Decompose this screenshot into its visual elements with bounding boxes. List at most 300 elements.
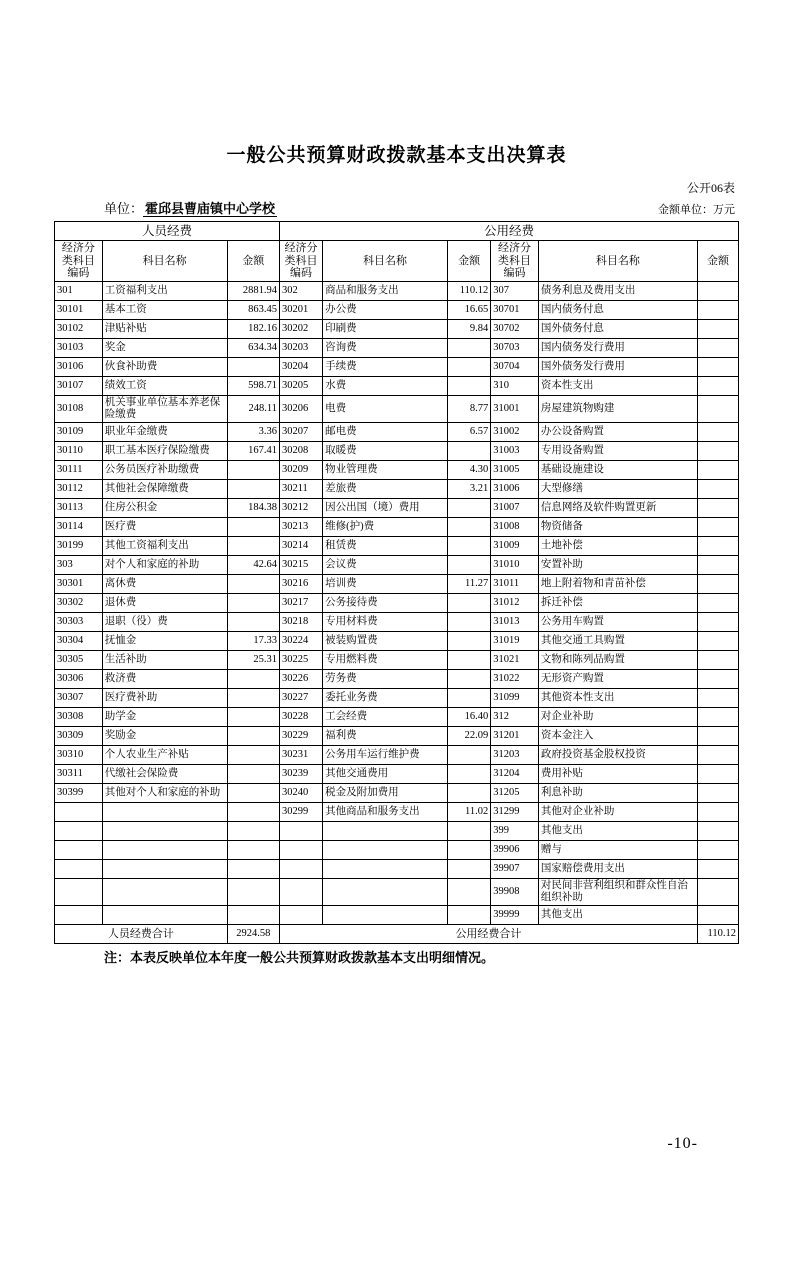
form-code: 公开06表 bbox=[686, 181, 735, 195]
group-header-public: 公用经费 bbox=[279, 222, 738, 241]
col-header-name-2: 科目名称 bbox=[323, 241, 448, 282]
row-name-personnel bbox=[102, 803, 227, 822]
row-name-public-a: 专用燃料费 bbox=[323, 651, 448, 670]
row-name-public-b: 土地补偿 bbox=[538, 537, 697, 556]
row-name-public-b: 信息网络及软件购置更新 bbox=[538, 499, 697, 518]
row-name-personnel: 其他社会保障缴费 bbox=[102, 480, 227, 499]
row-name-personnel: 离休费 bbox=[102, 575, 227, 594]
row-name-personnel: 代缴社会保险费 bbox=[102, 765, 227, 784]
table-row bbox=[55, 651, 739, 670]
table-row bbox=[55, 906, 739, 925]
row-amount-public-a: 4.30 bbox=[448, 461, 491, 480]
row-code-public-a: 30206 bbox=[279, 395, 322, 422]
row-amount-public-a bbox=[448, 651, 491, 670]
row-name-personnel bbox=[102, 860, 227, 879]
row-name-public-a: 邮电费 bbox=[323, 423, 448, 442]
row-amount-personnel bbox=[227, 879, 279, 906]
row-code-public-b: 31008 bbox=[491, 518, 539, 537]
table-foot bbox=[55, 925, 739, 944]
col-header-code-2: 经济分类科目编码 bbox=[279, 241, 322, 282]
row-amount-public-b bbox=[697, 803, 738, 822]
row-amount-public-a: 6.57 bbox=[448, 423, 491, 442]
row-amount-personnel bbox=[227, 708, 279, 727]
row-code-public-a: 302 bbox=[279, 281, 322, 300]
row-name-public-a: 因公出国（境）费用 bbox=[323, 499, 448, 518]
row-code-personnel: 301 bbox=[55, 281, 103, 300]
row-code-personnel bbox=[55, 803, 103, 822]
row-name-public-a: 专用材料费 bbox=[323, 613, 448, 632]
row-amount-public-a bbox=[448, 822, 491, 841]
row-name-personnel: 基本工资 bbox=[102, 300, 227, 319]
table-row bbox=[55, 708, 739, 727]
table-row bbox=[55, 480, 739, 499]
row-code-personnel bbox=[55, 860, 103, 879]
row-code-public-b: 31006 bbox=[491, 480, 539, 499]
table-head bbox=[55, 222, 739, 282]
row-code-public-a: 30224 bbox=[279, 632, 322, 651]
row-name-public-a: 物业管理费 bbox=[323, 461, 448, 480]
unit-label: 单位： bbox=[104, 201, 144, 216]
row-name-public-b: 文物和陈列品购置 bbox=[538, 651, 697, 670]
totals-row bbox=[55, 925, 739, 944]
row-code-public-a: 30225 bbox=[279, 651, 322, 670]
row-name-personnel: 抚恤金 bbox=[102, 632, 227, 651]
table-row bbox=[55, 338, 739, 357]
row-name-public-b: 大型修缮 bbox=[538, 480, 697, 499]
row-name-public-b: 资本性支出 bbox=[538, 376, 697, 395]
row-amount-public-b bbox=[697, 300, 738, 319]
row-amount-public-b bbox=[697, 395, 738, 422]
row-code-public-b: 39908 bbox=[491, 879, 539, 906]
row-code-public-a bbox=[279, 841, 322, 860]
page-title: 一般公共预算财政拨款基本支出决算表 bbox=[226, 145, 567, 166]
public-total-label: 公用经费合计 bbox=[279, 925, 697, 944]
row-code-public-b: 31205 bbox=[491, 784, 539, 803]
meta-row bbox=[0, 198, 793, 217]
row-name-personnel: 职业年金缴费 bbox=[102, 423, 227, 442]
row-amount-public-b bbox=[697, 651, 738, 670]
row-name-public-b: 对民间非营利组织和群众性自治组织补助 bbox=[538, 879, 697, 906]
row-code-public-b: 310 bbox=[491, 376, 539, 395]
row-amount-public-b bbox=[697, 281, 738, 300]
row-code-personnel: 30107 bbox=[55, 376, 103, 395]
row-code-personnel: 30399 bbox=[55, 784, 103, 803]
row-amount-public-b bbox=[697, 689, 738, 708]
table-row bbox=[55, 357, 739, 376]
table-row bbox=[55, 518, 739, 537]
row-amount-public-a: 16.40 bbox=[448, 708, 491, 727]
row-code-public-a: 30227 bbox=[279, 689, 322, 708]
row-amount-personnel: 863.45 bbox=[227, 300, 279, 319]
row-code-public-b: 31013 bbox=[491, 613, 539, 632]
table-row bbox=[55, 376, 739, 395]
row-name-public-a: 公务用车运行维护费 bbox=[323, 746, 448, 765]
row-code-public-a: 30216 bbox=[279, 575, 322, 594]
col-header-amount-3: 金额 bbox=[697, 241, 738, 282]
row-name-public-b: 拆迁补偿 bbox=[538, 594, 697, 613]
row-code-personnel: 30108 bbox=[55, 395, 103, 422]
col-header-code-3: 经济分类科目编码 bbox=[491, 241, 539, 282]
table-row bbox=[55, 803, 739, 822]
row-amount-public-b bbox=[697, 906, 738, 925]
row-name-public-b: 基础设施建设 bbox=[538, 461, 697, 480]
row-name-public-b: 其他对企业补助 bbox=[538, 803, 697, 822]
col-header-amount-2: 金额 bbox=[448, 241, 491, 282]
row-amount-public-a bbox=[448, 784, 491, 803]
row-amount-public-b bbox=[697, 537, 738, 556]
row-name-public-a: 被装购置费 bbox=[323, 632, 448, 651]
row-amount-public-a bbox=[448, 518, 491, 537]
row-amount-public-b bbox=[697, 338, 738, 357]
row-code-public-b: 399 bbox=[491, 822, 539, 841]
row-code-personnel: 303 bbox=[55, 556, 103, 575]
amount-unit: 金额单位：万元 bbox=[658, 204, 735, 216]
table-row bbox=[55, 689, 739, 708]
row-amount-public-b bbox=[697, 442, 738, 461]
row-amount-public-b bbox=[697, 860, 738, 879]
row-name-public-a: 维修(护)费 bbox=[323, 518, 448, 537]
row-code-personnel bbox=[55, 841, 103, 860]
row-amount-personnel bbox=[227, 906, 279, 925]
row-name-personnel: 奖金 bbox=[102, 338, 227, 357]
row-code-personnel: 30109 bbox=[55, 423, 103, 442]
row-amount-personnel bbox=[227, 860, 279, 879]
row-amount-public-b bbox=[697, 480, 738, 499]
row-code-public-a: 30299 bbox=[279, 803, 322, 822]
table-row bbox=[55, 461, 739, 480]
row-name-public-a: 会议费 bbox=[323, 556, 448, 575]
row-amount-public-a bbox=[448, 613, 491, 632]
row-code-public-b: 31021 bbox=[491, 651, 539, 670]
col-header-code-1: 经济分类科目编码 bbox=[55, 241, 103, 282]
row-amount-public-a bbox=[448, 594, 491, 613]
row-code-personnel: 30103 bbox=[55, 338, 103, 357]
row-amount-personnel: 17.33 bbox=[227, 632, 279, 651]
table-row bbox=[55, 784, 739, 803]
row-name-public-a: 其他交通费用 bbox=[323, 765, 448, 784]
row-amount-public-a bbox=[448, 338, 491, 357]
row-name-public-b: 国外债务付息 bbox=[538, 319, 697, 338]
row-name-public-b: 物资储备 bbox=[538, 518, 697, 537]
table-row bbox=[55, 822, 739, 841]
row-code-public-a: 30204 bbox=[279, 357, 322, 376]
row-code-public-b: 31003 bbox=[491, 442, 539, 461]
row-amount-public-b bbox=[697, 518, 738, 537]
row-amount-public-a: 9.84 bbox=[448, 319, 491, 338]
row-name-public-b: 费用补贴 bbox=[538, 765, 697, 784]
row-code-public-b: 31019 bbox=[491, 632, 539, 651]
row-name-public-a: 税金及附加费用 bbox=[323, 784, 448, 803]
table-row bbox=[55, 632, 739, 651]
row-amount-public-b bbox=[697, 765, 738, 784]
row-amount-personnel: 598.71 bbox=[227, 376, 279, 395]
row-code-public-a: 30217 bbox=[279, 594, 322, 613]
row-code-public-b: 31007 bbox=[491, 499, 539, 518]
row-code-public-b: 307 bbox=[491, 281, 539, 300]
row-code-public-b: 31022 bbox=[491, 670, 539, 689]
col-header-name-3: 科目名称 bbox=[538, 241, 697, 282]
personnel-total-label: 人员经费合计 bbox=[55, 925, 228, 944]
row-amount-personnel bbox=[227, 537, 279, 556]
row-amount-personnel: 184.38 bbox=[227, 499, 279, 518]
row-amount-public-a bbox=[448, 765, 491, 784]
table-row bbox=[55, 319, 739, 338]
table-note: 注：本表反映单位本年度一般公共预算财政拨款基本支出明细情况。 bbox=[104, 950, 495, 966]
row-code-personnel: 30305 bbox=[55, 651, 103, 670]
row-amount-personnel bbox=[227, 822, 279, 841]
row-amount-public-a: 11.27 bbox=[448, 575, 491, 594]
row-amount-personnel bbox=[227, 670, 279, 689]
row-name-personnel: 个人农业生产补贴 bbox=[102, 746, 227, 765]
row-code-personnel: 30114 bbox=[55, 518, 103, 537]
table-row bbox=[55, 670, 739, 689]
row-code-public-a: 30202 bbox=[279, 319, 322, 338]
row-name-personnel: 生活补助 bbox=[102, 651, 227, 670]
row-name-public-a: 劳务费 bbox=[323, 670, 448, 689]
table-row bbox=[55, 395, 739, 422]
row-amount-personnel bbox=[227, 594, 279, 613]
row-amount-public-b bbox=[697, 461, 738, 480]
row-name-public-a: 福利费 bbox=[323, 727, 448, 746]
row-amount-public-a bbox=[448, 442, 491, 461]
row-name-personnel: 其他工资福利支出 bbox=[102, 537, 227, 556]
table-row bbox=[55, 537, 739, 556]
row-amount-public-a bbox=[448, 879, 491, 906]
row-amount-public-b bbox=[697, 784, 738, 803]
row-name-personnel: 机关事业单位基本养老保险缴费 bbox=[102, 395, 227, 422]
row-code-public-a: 30226 bbox=[279, 670, 322, 689]
row-name-public-b: 国家赔偿费用支出 bbox=[538, 860, 697, 879]
row-code-public-b: 31099 bbox=[491, 689, 539, 708]
row-code-public-a: 30211 bbox=[279, 480, 322, 499]
row-code-public-a: 30240 bbox=[279, 784, 322, 803]
row-amount-public-b bbox=[697, 708, 738, 727]
row-name-public-b: 国内债务发行费用 bbox=[538, 338, 697, 357]
row-name-public-a bbox=[323, 860, 448, 879]
row-amount-public-b bbox=[697, 556, 738, 575]
row-name-personnel: 退休费 bbox=[102, 594, 227, 613]
row-amount-public-a bbox=[448, 746, 491, 765]
row-amount-personnel bbox=[227, 727, 279, 746]
row-amount-public-a bbox=[448, 376, 491, 395]
row-amount-personnel bbox=[227, 518, 279, 537]
row-code-public-a: 30215 bbox=[279, 556, 322, 575]
row-name-personnel: 医疗费补助 bbox=[102, 689, 227, 708]
row-amount-public-b bbox=[697, 670, 738, 689]
row-name-personnel: 职工基本医疗保险缴费 bbox=[102, 442, 227, 461]
budget-table bbox=[54, 221, 739, 944]
row-code-public-b: 39907 bbox=[491, 860, 539, 879]
row-amount-public-a: 8.77 bbox=[448, 395, 491, 422]
unit-line bbox=[104, 198, 277, 217]
row-amount-personnel: 248.11 bbox=[227, 395, 279, 422]
table-row bbox=[55, 556, 739, 575]
row-amount-public-a bbox=[448, 906, 491, 925]
row-name-public-a: 工会经费 bbox=[323, 708, 448, 727]
row-code-public-a bbox=[279, 822, 322, 841]
row-name-public-a: 差旅费 bbox=[323, 480, 448, 499]
row-name-public-b: 其他支出 bbox=[538, 822, 697, 841]
row-amount-personnel bbox=[227, 765, 279, 784]
row-code-personnel: 30102 bbox=[55, 319, 103, 338]
row-amount-public-a: 16.65 bbox=[448, 300, 491, 319]
row-name-public-a: 咨询费 bbox=[323, 338, 448, 357]
row-code-public-b: 31011 bbox=[491, 575, 539, 594]
row-amount-personnel: 634.34 bbox=[227, 338, 279, 357]
table-row bbox=[55, 860, 739, 879]
row-name-public-a: 电费 bbox=[323, 395, 448, 422]
row-name-personnel: 公务员医疗补助缴费 bbox=[102, 461, 227, 480]
row-amount-public-a bbox=[448, 860, 491, 879]
row-amount-personnel bbox=[227, 461, 279, 480]
row-name-personnel: 对个人和家庭的补助 bbox=[102, 556, 227, 575]
row-amount-personnel: 42.64 bbox=[227, 556, 279, 575]
personnel-total-value: 2924.58 bbox=[227, 925, 279, 944]
row-name-personnel: 住房公积金 bbox=[102, 499, 227, 518]
row-code-public-b: 31001 bbox=[491, 395, 539, 422]
row-amount-public-b bbox=[697, 423, 738, 442]
col-header-amount-1: 金额 bbox=[227, 241, 279, 282]
row-code-personnel: 30304 bbox=[55, 632, 103, 651]
row-code-public-a: 30207 bbox=[279, 423, 322, 442]
row-amount-public-b bbox=[697, 319, 738, 338]
row-name-public-a bbox=[323, 906, 448, 925]
row-name-personnel: 津贴补贴 bbox=[102, 319, 227, 338]
row-code-public-b: 39906 bbox=[491, 841, 539, 860]
row-amount-public-a bbox=[448, 357, 491, 376]
row-name-public-b: 无形资产购置 bbox=[538, 670, 697, 689]
row-code-public-b: 31203 bbox=[491, 746, 539, 765]
row-name-public-b: 地上附着物和青苗补偿 bbox=[538, 575, 697, 594]
row-name-personnel bbox=[102, 879, 227, 906]
row-amount-public-a: 11.02 bbox=[448, 803, 491, 822]
row-amount-public-b bbox=[697, 575, 738, 594]
row-amount-personnel bbox=[227, 357, 279, 376]
table-row bbox=[55, 281, 739, 300]
page-number: -10- bbox=[667, 1135, 698, 1152]
row-code-public-a: 30239 bbox=[279, 765, 322, 784]
row-amount-public-a: 110.12 bbox=[448, 281, 491, 300]
row-amount-public-a bbox=[448, 499, 491, 518]
col-header-name-1: 科目名称 bbox=[102, 241, 227, 282]
row-name-public-a bbox=[323, 841, 448, 860]
row-code-personnel: 30113 bbox=[55, 499, 103, 518]
row-name-public-b: 国内债务付息 bbox=[538, 300, 697, 319]
row-code-public-b: 31012 bbox=[491, 594, 539, 613]
row-name-public-b: 政府投资基金股权投资 bbox=[538, 746, 697, 765]
row-name-public-b: 资本金注入 bbox=[538, 727, 697, 746]
row-name-public-b: 对企业补助 bbox=[538, 708, 697, 727]
row-amount-public-b bbox=[697, 594, 738, 613]
row-code-public-b: 30702 bbox=[491, 319, 539, 338]
row-name-public-b: 其他资本性支出 bbox=[538, 689, 697, 708]
row-name-public-a: 商品和服务支出 bbox=[323, 281, 448, 300]
row-name-public-b: 其他支出 bbox=[538, 906, 697, 925]
row-code-personnel: 30309 bbox=[55, 727, 103, 746]
row-name-public-b: 专用设备购置 bbox=[538, 442, 697, 461]
table-row bbox=[55, 765, 739, 784]
row-code-personnel: 30303 bbox=[55, 613, 103, 632]
row-name-public-a: 取暖费 bbox=[323, 442, 448, 461]
row-code-public-a: 30231 bbox=[279, 746, 322, 765]
row-name-public-a: 水费 bbox=[323, 376, 448, 395]
row-name-public-a: 委托业务费 bbox=[323, 689, 448, 708]
row-amount-public-b bbox=[697, 822, 738, 841]
row-code-public-a: 30213 bbox=[279, 518, 322, 537]
row-name-personnel: 医疗费 bbox=[102, 518, 227, 537]
row-amount-personnel bbox=[227, 803, 279, 822]
row-code-public-b: 30703 bbox=[491, 338, 539, 357]
row-code-personnel: 30310 bbox=[55, 746, 103, 765]
row-name-public-b: 安置补助 bbox=[538, 556, 697, 575]
row-amount-personnel bbox=[227, 746, 279, 765]
row-name-personnel: 工资福利支出 bbox=[102, 281, 227, 300]
group-header-personnel: 人员经费 bbox=[55, 222, 280, 241]
row-name-personnel bbox=[102, 822, 227, 841]
row-amount-personnel bbox=[227, 841, 279, 860]
row-code-personnel bbox=[55, 906, 103, 925]
row-name-public-a: 手续费 bbox=[323, 357, 448, 376]
row-code-personnel: 30311 bbox=[55, 765, 103, 784]
group-header-row bbox=[55, 222, 739, 241]
row-amount-public-a bbox=[448, 632, 491, 651]
row-amount-public-b bbox=[697, 879, 738, 906]
row-amount-public-a bbox=[448, 841, 491, 860]
row-amount-public-b bbox=[697, 613, 738, 632]
row-amount-public-a: 22.09 bbox=[448, 727, 491, 746]
row-code-personnel: 30110 bbox=[55, 442, 103, 461]
row-name-personnel: 助学金 bbox=[102, 708, 227, 727]
unit-name: 霍邱县曹庙镇中心学校 bbox=[145, 201, 276, 216]
row-code-personnel: 30111 bbox=[55, 461, 103, 480]
row-code-personnel: 30308 bbox=[55, 708, 103, 727]
row-amount-public-b bbox=[697, 841, 738, 860]
row-amount-personnel: 3.36 bbox=[227, 423, 279, 442]
row-code-personnel bbox=[55, 879, 103, 906]
row-code-public-a: 30214 bbox=[279, 537, 322, 556]
row-amount-public-a bbox=[448, 670, 491, 689]
table-row bbox=[55, 841, 739, 860]
row-name-personnel: 救济费 bbox=[102, 670, 227, 689]
table-row bbox=[55, 423, 739, 442]
row-code-public-b: 31010 bbox=[491, 556, 539, 575]
row-name-public-b: 房屋建筑物购建 bbox=[538, 395, 697, 422]
row-code-public-b: 39999 bbox=[491, 906, 539, 925]
row-name-public-a: 租赁费 bbox=[323, 537, 448, 556]
public-total-value: 110.12 bbox=[697, 925, 738, 944]
row-code-public-b: 31009 bbox=[491, 537, 539, 556]
row-code-public-a bbox=[279, 906, 322, 925]
row-amount-personnel bbox=[227, 575, 279, 594]
row-amount-public-b bbox=[697, 746, 738, 765]
row-name-public-a bbox=[323, 822, 448, 841]
table-row bbox=[55, 499, 739, 518]
row-code-personnel: 30302 bbox=[55, 594, 103, 613]
row-amount-public-a: 3.21 bbox=[448, 480, 491, 499]
row-amount-personnel: 2881.94 bbox=[227, 281, 279, 300]
row-code-public-a: 30209 bbox=[279, 461, 322, 480]
table-body bbox=[55, 281, 739, 924]
row-name-public-a bbox=[323, 879, 448, 906]
row-code-public-b: 312 bbox=[491, 708, 539, 727]
row-amount-personnel: 25.31 bbox=[227, 651, 279, 670]
row-code-public-a: 30212 bbox=[279, 499, 322, 518]
table-row bbox=[55, 613, 739, 632]
row-name-personnel: 其他对个人和家庭的补助 bbox=[102, 784, 227, 803]
row-code-public-a bbox=[279, 860, 322, 879]
row-code-personnel: 30101 bbox=[55, 300, 103, 319]
row-code-personnel: 30106 bbox=[55, 357, 103, 376]
